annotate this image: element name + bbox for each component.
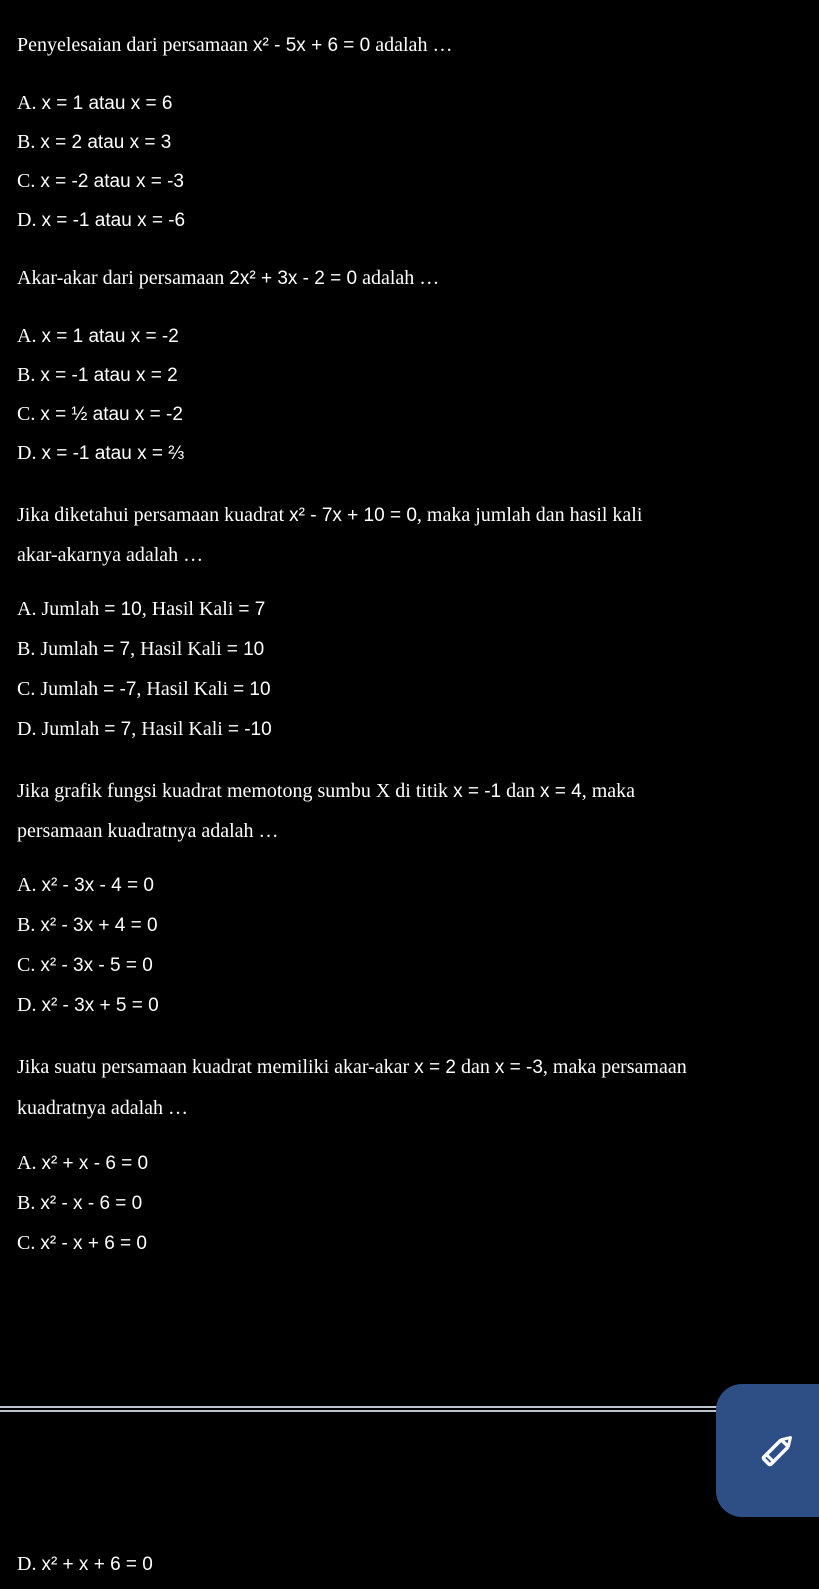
question-5-option-d[interactable]: D. x² + x + 6 = 0 [17, 1553, 153, 1575]
question-4-option-b[interactable]: B. x² - 3x + 4 = 0 [17, 914, 158, 936]
question-3-stem-line-2: akar-akarnya adalah … [17, 544, 204, 566]
question-3-option-d[interactable]: D. Jumlah = 7, Hasil Kali = -10 [17, 718, 272, 740]
section-divider [0, 1406, 720, 1412]
question-2-stem: Akar-akar dari persamaan 2x² + 3x - 2 = 0 adalah … [17, 267, 440, 289]
question-4-option-c[interactable]: C. x² - 3x - 5 = 0 [17, 954, 153, 976]
question-2-option-c[interactable]: C. x = ½ atau x = -2 [17, 403, 183, 425]
question-5-stem-line-1: Jika suatu persamaan kuadrat memiliki akar-akar x = 2 dan x = -3, maka persamaan [17, 1056, 687, 1078]
question-2-option-a[interactable]: A. x = 1 atau x = -2 [17, 325, 179, 347]
question-1-stem: Penyelesaian dari persamaan x² - 5x + 6 = 0 adalah … [17, 34, 453, 56]
edit-button[interactable] [716, 1384, 819, 1517]
question-5-option-b[interactable]: B. x² - x - 6 = 0 [17, 1192, 143, 1214]
question-4-option-a[interactable]: A. x² - 3x - 4 = 0 [17, 874, 154, 896]
question-2-option-d[interactable]: D. x = -1 atau x = ⅔ [17, 442, 185, 464]
pencil-icon [756, 1430, 798, 1472]
question-5-option-c[interactable]: C. x² - x + 6 = 0 [17, 1232, 147, 1254]
question-3-option-c[interactable]: C. Jumlah = -7, Hasil Kali = 10 [17, 678, 271, 700]
question-1-option-a[interactable]: A. x = 1 atau x = 6 [17, 92, 173, 114]
question-1-option-c[interactable]: C. x = -2 atau x = -3 [17, 170, 185, 192]
question-5-stem-line-2: kuadratnya adalah … [17, 1097, 189, 1119]
question-5-option-a[interactable]: A. x² + x - 6 = 0 [17, 1152, 149, 1174]
question-4-stem-line-2: persamaan kuadratnya adalah … [17, 820, 279, 842]
question-4-stem-line-1: Jika grafik fungsi kuadrat memotong sumbu X di titik x = -1 dan x = 4, maka [17, 780, 636, 802]
question-3-stem-line-1: Jika diketahui persamaan kuadrat x² - 7x + 10 = 0, maka jumlah dan hasil kali [17, 504, 643, 526]
question-3-option-b[interactable]: B. Jumlah = 7, Hasil Kali = 10 [17, 638, 265, 660]
question-3-option-a[interactable]: A. Jumlah = 10, Hasil Kali = 7 [17, 598, 266, 620]
question-4-option-d[interactable]: D. x² - 3x + 5 = 0 [17, 994, 159, 1016]
question-1-option-b[interactable]: B. x = 2 atau x = 3 [17, 131, 172, 153]
question-1-option-d[interactable]: D. x = -1 atau x = -6 [17, 209, 186, 231]
question-2-option-b[interactable]: B. x = -1 atau x = 2 [17, 364, 178, 386]
